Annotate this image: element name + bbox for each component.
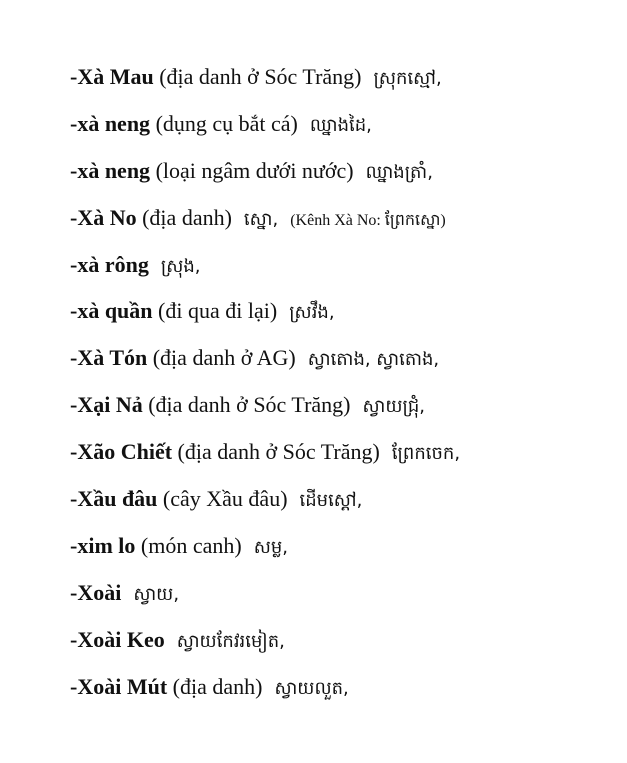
glossary-entry xyxy=(70,199,610,246)
entry-khmer: ស្នោ, xyxy=(243,208,279,230)
entry-gloss: (cây Xầu đâu) xyxy=(157,486,288,512)
entry-gloss: (địa danh ở Sóc Trăng) xyxy=(153,64,362,89)
entry-headword: -xà quần xyxy=(70,298,153,324)
entry-khmer: ស្វាតោង, ស្វាតោង, xyxy=(307,349,440,371)
entry-gloss: (loại ngâm dưới nước) xyxy=(150,157,354,183)
entry-gloss: (đi qua đi lại) xyxy=(152,298,278,324)
glossary-entry xyxy=(70,58,610,105)
entry-khmer: ស្រុង, xyxy=(160,255,201,277)
glossary-entry xyxy=(70,668,610,715)
entry-khmer: ស្វាយកែវរមៀត, xyxy=(176,630,285,652)
glossary-entry xyxy=(70,433,610,480)
glossary-entry xyxy=(70,105,610,152)
entry-khmer: សម្ល, xyxy=(253,536,288,558)
entry-khmer: ឈ្នាងត្រាំ, xyxy=(365,161,433,183)
entry-headword: -Xà Tón xyxy=(70,345,148,371)
glossary-entry xyxy=(70,386,610,433)
entry-headword: -Xầu đâu xyxy=(70,486,158,512)
glossary-entry xyxy=(70,152,610,199)
entry-khmer: ព្រែកចេក, xyxy=(391,443,461,465)
glossary-entry xyxy=(70,292,610,339)
entry-gloss: (món canh) xyxy=(135,532,242,558)
entry-headword: -Xại Nả xyxy=(70,392,143,418)
glossary-entry xyxy=(70,480,610,527)
entry-note: (Kênh Xà No: ព្រែកស្នោ) xyxy=(290,211,446,229)
entry-headword: -Xão Chiết xyxy=(70,439,173,465)
entry-headword: -Xoài Mút xyxy=(70,673,168,699)
glossary-entry xyxy=(70,574,610,621)
glossary-entry xyxy=(70,246,610,293)
entry-khmer: ស្វាយលួត, xyxy=(274,677,349,699)
entry-khmer: ស្រវឹង, xyxy=(289,302,335,324)
glossary-entry xyxy=(70,621,610,668)
entry-gloss: (địa danh) xyxy=(136,204,232,230)
entry-khmer: ឈ្នាងដៃ, xyxy=(309,114,372,136)
entry-gloss: (địa danh ở AG) xyxy=(147,345,296,371)
entry-headword: -xà rông xyxy=(70,251,149,277)
entry-khmer: ដើមស្ដៅ, xyxy=(299,490,363,512)
entry-headword: -xà neng xyxy=(70,157,151,183)
glossary-entry xyxy=(70,527,610,574)
entry-gloss: (địa danh ở Sóc Trăng) xyxy=(142,392,351,418)
entry-headword: -Xà Mau xyxy=(70,64,154,89)
entry-headword: -xà neng xyxy=(70,110,151,136)
entry-gloss: (địa danh ở Sóc Trăng) xyxy=(172,439,380,465)
entry-headword: -Xoài xyxy=(70,579,122,605)
entry-khmer: ស្វាយ, xyxy=(133,583,180,605)
entry-gloss: (địa danh) xyxy=(167,673,263,699)
entry-headword: -xim lo xyxy=(70,532,136,558)
glossary-entry xyxy=(70,339,610,386)
entry-headword: -Xoài Keo xyxy=(70,626,165,652)
entry-headword: -Xà No xyxy=(70,204,137,230)
entry-gloss: (dụng cụ bắt cá) xyxy=(150,110,298,136)
glossary-list xyxy=(70,58,610,714)
entry-khmer: ស្វាយជ្រុំ, xyxy=(362,396,426,418)
entry-khmer: ស្រុកស្មៅ, xyxy=(373,68,442,89)
